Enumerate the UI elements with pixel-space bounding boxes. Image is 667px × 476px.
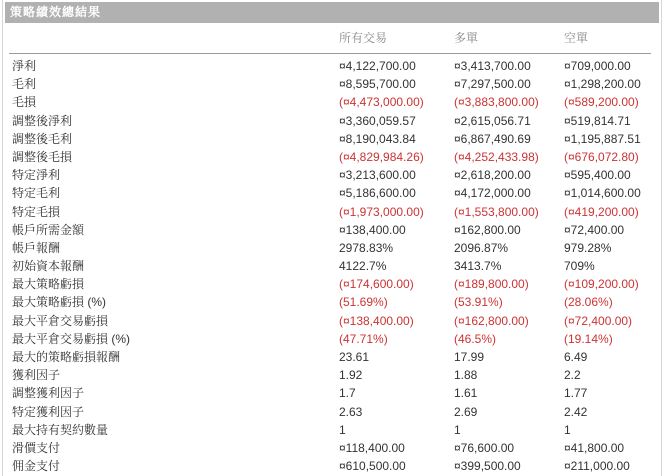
row-metric-label: 淨利 [12, 59, 37, 73]
table-row [9, 112, 653, 130]
value-long-trades: ¤3,413,700.00 [454, 59, 531, 73]
value-short-trades: ¤1,014,600.00 [564, 186, 641, 201]
value-long-trades: 2096.87% [454, 240, 509, 255]
table-body [9, 57, 653, 475]
value-all-trades: 1 [339, 422, 346, 437]
value-long-trades: 1 [454, 422, 461, 437]
value-long-trades: (¤3,883,800.00) [454, 95, 539, 110]
value-long-trades: ¤2,618,200.00 [454, 168, 531, 183]
row-metric-label: 調整後毛損 [12, 149, 73, 164]
table-row [9, 203, 653, 221]
row-metric-label: 調整後淨利 [12, 113, 73, 128]
value-all-trades: 2.63 [339, 404, 363, 419]
table-row [9, 293, 653, 311]
value-all-trades: (51.69%) [339, 295, 388, 310]
value-all-trades: 4122.7% [339, 259, 387, 274]
value-short-trades: 1 [564, 422, 571, 437]
row-metric-label: 特定獲利因子 [12, 404, 85, 419]
value-short-trades: ¤595,400.00 [564, 168, 631, 183]
value-short-trades: (¤109,200.00) [564, 277, 639, 292]
row-metric-label: 最大平倉交易虧損 [12, 313, 109, 328]
value-short-trades: ¤1,298,200.00 [564, 77, 641, 92]
performance-report-table [5, 23, 659, 475]
value-long-trades: ¤399,500.00 [454, 459, 521, 474]
table-row [9, 221, 653, 239]
value-short-trades: (¤589,200.00) [564, 95, 639, 110]
value-all-trades: 23.61 [339, 350, 370, 364]
table-row [9, 421, 653, 439]
table-row [9, 239, 653, 257]
value-all-trades: (¤174,600.00) [339, 277, 414, 292]
value-long-trades: (¤4,252,433.98) [454, 149, 539, 164]
value-all-trades: ¤138,400.00 [339, 222, 406, 237]
value-short-trades: 6.49 [564, 350, 588, 364]
table-row [9, 166, 653, 184]
table-row [9, 312, 653, 330]
value-short-trades: 2.42 [564, 404, 588, 419]
table-row [9, 57, 653, 75]
table-row [9, 366, 653, 384]
value-long-trades: ¤162,800.00 [454, 222, 521, 237]
value-all-trades: 2978.83% [339, 240, 394, 255]
value-short-trades: 709% [564, 259, 595, 274]
row-metric-label: 毛損 [12, 95, 37, 110]
value-short-trades: ¤72,400.00 [564, 222, 625, 237]
value-long-trades: ¤76,600.00 [454, 440, 515, 455]
value-short-trades: ¤211,000.00 [564, 459, 630, 474]
row-metric-label: 調整後毛利 [12, 131, 73, 146]
panel-title: 策略績效總結果 [10, 5, 102, 19]
row-metric-label: 特定毛損 [12, 204, 61, 219]
value-long-trades: 1.61 [454, 386, 478, 401]
value-long-trades: (53.91%) [454, 295, 503, 310]
row-metric-label: 滑價支付 [12, 440, 61, 455]
table-row [9, 148, 653, 166]
row-metric-label: 最大的策略虧損報酬 [12, 350, 121, 364]
strategy-performance-panel [2, 0, 662, 476]
value-long-trades: 1.88 [454, 368, 478, 383]
value-short-trades: 2.2 [564, 368, 581, 383]
value-all-trades: ¤4,122,700.00 [339, 59, 416, 73]
value-all-trades: ¤3,213,600.00 [339, 168, 416, 183]
value-long-trades: ¤7,297,500.00 [454, 77, 531, 92]
table-row [9, 403, 653, 421]
value-long-trades: 3413.7% [454, 259, 502, 274]
header-divider [9, 53, 651, 54]
row-metric-label: 帳戶報酬 [12, 240, 61, 255]
row-metric-label: 帳戶所需金額 [12, 222, 85, 237]
table-row [9, 457, 653, 475]
value-long-trades: (¤1,553,800.00) [454, 204, 539, 219]
value-short-trades: (28.06%) [564, 295, 613, 310]
value-short-trades: ¤519,814.71 [564, 113, 631, 128]
value-long-trades: ¤6,867,490.69 [454, 131, 531, 146]
row-metric-label: 毛利 [12, 77, 37, 92]
row-metric-label: 調整獲利因子 [12, 386, 85, 401]
table-row [9, 348, 653, 366]
table-row [9, 384, 653, 402]
value-all-trades: (¤4,829,984.26) [339, 149, 424, 164]
header-all-trades: 所有交易 [339, 31, 388, 45]
value-all-trades: ¤8,190,043.84 [339, 131, 416, 146]
row-metric-label: 最大平倉交易虧損 (%) [12, 331, 130, 346]
table-row [9, 93, 653, 111]
row-metric-label: 特定淨利 [12, 168, 61, 183]
panel-title-bar [5, 2, 659, 23]
row-metric-label: 最大策略虧損 [12, 277, 85, 292]
table-row [9, 330, 653, 348]
value-long-trades: (46.5%) [454, 331, 497, 346]
row-metric-label: 獲利因子 [12, 368, 61, 383]
table-row [9, 275, 653, 293]
table-row [9, 184, 653, 202]
value-all-trades: ¤610,500.00 [339, 459, 406, 474]
value-all-trades: ¤118,400.00 [339, 440, 405, 455]
row-metric-label: 最大持有契約數量 [12, 422, 109, 437]
value-long-trades: (¤189,800.00) [454, 277, 529, 292]
row-metric-label: 特定毛利 [12, 186, 61, 201]
value-short-trades: 979.28% [564, 240, 612, 255]
value-long-trades: 17.99 [454, 350, 485, 364]
table-row [9, 75, 653, 93]
row-metric-label: 最大策略虧損 (%) [12, 295, 106, 310]
value-long-trades: ¤2,615,056.71 [454, 113, 531, 128]
value-short-trades: ¤41,800.00 [564, 440, 625, 455]
value-all-trades: (¤138,400.00) [339, 313, 414, 328]
header-short-trades: 空單 [564, 31, 589, 45]
value-long-trades: ¤4,172,000.00 [454, 186, 531, 201]
table-header-row [9, 23, 653, 53]
value-long-trades: (¤162,800.00) [454, 313, 529, 328]
value-long-trades: 2.69 [454, 404, 478, 419]
value-all-trades: ¤5,186,600.00 [339, 186, 416, 201]
table-row [9, 257, 653, 275]
header-long-trades: 多單 [454, 31, 479, 45]
value-all-trades: ¤3,360,059.57 [339, 113, 416, 128]
value-all-trades: (¤1,973,000.00) [339, 204, 424, 219]
table-row [9, 130, 653, 148]
table-row [9, 439, 653, 457]
value-short-trades: ¤1,195,887.51 [564, 131, 641, 146]
value-short-trades: ¤709,000.00 [564, 59, 631, 73]
value-short-trades: 1.77 [564, 386, 588, 401]
value-all-trades: (¤4,473,000.00) [339, 95, 424, 110]
value-short-trades: (¤72,400.00) [564, 313, 633, 328]
value-all-trades: 1.92 [339, 368, 363, 383]
value-short-trades: (¤419,200.00) [564, 204, 639, 219]
value-all-trades: ¤8,595,700.00 [339, 77, 416, 92]
value-short-trades: (19.14%) [564, 331, 613, 346]
row-metric-label: 初始資本報酬 [12, 259, 85, 274]
value-all-trades: 1.7 [339, 386, 356, 401]
value-short-trades: (¤676,072.80) [564, 149, 639, 164]
row-metric-label: 佣金支付 [12, 459, 61, 474]
value-all-trades: (47.71%) [339, 331, 388, 346]
